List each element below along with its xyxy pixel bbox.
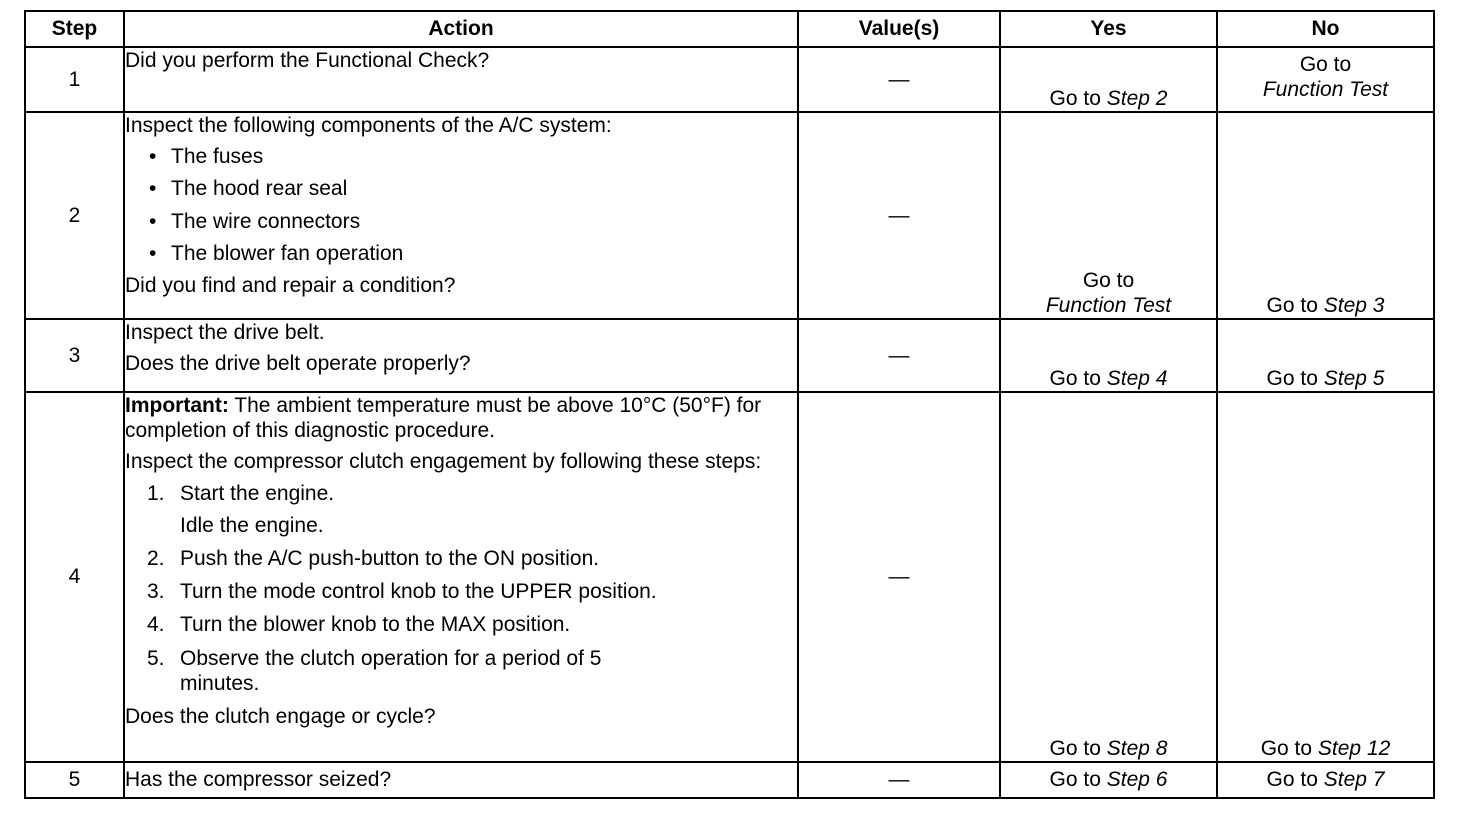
- step-index: 5.: [147, 646, 165, 670]
- action-question: Does the clutch engage or cycle?: [125, 704, 436, 728]
- value-dash: —: [888, 565, 910, 589]
- no-prefix: Go to: [1299, 53, 1352, 76]
- table-row-step-5: [25, 762, 1434, 798]
- step-number: 2: [25, 112, 124, 319]
- diagnostic-table: [24, 10, 1435, 799]
- important-note: [125, 393, 797, 443]
- action-cell: [124, 762, 798, 798]
- list-item: [147, 546, 797, 571]
- action-text: Inspect the drive belt.: [125, 321, 325, 344]
- table-row-step-1: [25, 47, 1434, 112]
- procedure-steps: [125, 481, 797, 696]
- table-row-step-3: [25, 319, 1434, 392]
- step-index: 2.: [147, 546, 165, 570]
- step-text: Turn the blower knob to the MAX position.: [180, 613, 571, 637]
- step-index: 4.: [147, 613, 165, 637]
- yes-cell: [1000, 112, 1217, 319]
- header-step: Step: [25, 11, 124, 47]
- step-number: 5: [25, 762, 124, 798]
- no-prefix: Go to: [1266, 293, 1318, 317]
- step-index: 3.: [147, 580, 165, 604]
- header-yes: Yes: [1000, 11, 1217, 47]
- list-item: [147, 612, 797, 637]
- action-intro: Inspect the following components of the A/C system:: [125, 114, 612, 137]
- no-cell: [1217, 112, 1434, 319]
- action-cell: [124, 392, 798, 762]
- important-text: The ambient temperature must be above 10°C (50°F) for completion of this diagnostic procedure.: [125, 394, 762, 443]
- list-item: • The blower fan operation: [149, 241, 797, 266]
- step-number: 3: [25, 319, 124, 392]
- no-prefix: Go to: [1266, 768, 1318, 792]
- yes-target: Function Test: [1045, 293, 1172, 317]
- step-number: 1: [25, 47, 124, 112]
- list-item: • The fuses: [149, 144, 797, 169]
- value-cell: [798, 47, 1000, 112]
- value-cell: [798, 762, 1000, 798]
- no-cell: [1217, 762, 1434, 798]
- yes-prefix: Go to: [1049, 366, 1101, 390]
- no-target: Step 12: [1317, 736, 1391, 760]
- step-text: Turn the mode control knob to the UPPER position.: [180, 580, 657, 604]
- no-cell: [1217, 47, 1434, 112]
- value-cell: [798, 392, 1000, 762]
- list-item: [147, 646, 797, 696]
- value-cell: [798, 319, 1000, 392]
- yes-cell: [1000, 762, 1217, 798]
- step-subtext: Idle the engine.: [180, 513, 324, 537]
- action-intro: Inspect the compressor clutch engagement by following these steps:: [125, 450, 762, 474]
- header-values: Value(s): [798, 11, 1000, 47]
- action-cell: [124, 47, 798, 112]
- no-prefix: Go to: [1266, 366, 1318, 390]
- no-cell: [1217, 392, 1434, 762]
- no-target: Step 5: [1323, 366, 1385, 390]
- important-label: Important:: [125, 394, 229, 417]
- no-cell: [1217, 319, 1434, 392]
- step-text: Start the engine.: [180, 481, 335, 505]
- yes-prefix: Go to: [1082, 268, 1135, 292]
- yes-cell: [1000, 319, 1217, 392]
- step-text: Push the A/C push-button to the ON position.: [180, 546, 600, 570]
- header-row: [25, 11, 1434, 47]
- value-dash: —: [888, 67, 910, 91]
- yes-prefix: Go to: [1049, 768, 1101, 792]
- step-text: Observe the clutch operation for a period of 5 minutes.: [180, 646, 602, 695]
- yes-target: Step 6: [1106, 768, 1168, 792]
- component-list: [125, 144, 797, 266]
- yes-cell: [1000, 47, 1217, 112]
- no-prefix: Go to: [1260, 736, 1313, 760]
- value-cell: [798, 112, 1000, 319]
- table-row-step-2: [25, 112, 1434, 319]
- no-target: Step 7: [1323, 768, 1385, 792]
- header-no: No: [1217, 11, 1434, 47]
- step-number: 4: [25, 392, 124, 762]
- yes-prefix: Go to: [1049, 736, 1101, 760]
- action-text: Did you perform the Functional Check?: [125, 49, 490, 72]
- value-dash: —: [888, 343, 910, 367]
- yes-target: Step 4: [1106, 366, 1168, 390]
- step-index: 1.: [147, 481, 165, 505]
- list-item: [147, 579, 797, 604]
- yes-target: Step 2: [1106, 86, 1168, 110]
- action-cell: [124, 112, 798, 319]
- yes-cell: [1000, 392, 1217, 762]
- value-dash: —: [888, 768, 910, 792]
- action-question: Did you find and repair a condition?: [125, 273, 456, 297]
- action-question: Does the drive belt operate properly?: [125, 352, 471, 376]
- value-dash: —: [888, 203, 910, 227]
- list-item: [147, 481, 797, 538]
- header-action: Action: [124, 11, 798, 47]
- list-item: • The hood rear seal: [149, 176, 797, 201]
- no-target: Step 3: [1323, 293, 1385, 317]
- action-cell: [124, 319, 798, 392]
- action-question: Has the compressor seized?: [125, 768, 392, 792]
- yes-target: Step 8: [1106, 736, 1168, 760]
- yes-prefix: Go to: [1049, 86, 1101, 110]
- table-row-step-4: [25, 392, 1434, 762]
- no-target: Function Test: [1262, 78, 1389, 102]
- list-item: • The wire connectors: [149, 209, 797, 234]
